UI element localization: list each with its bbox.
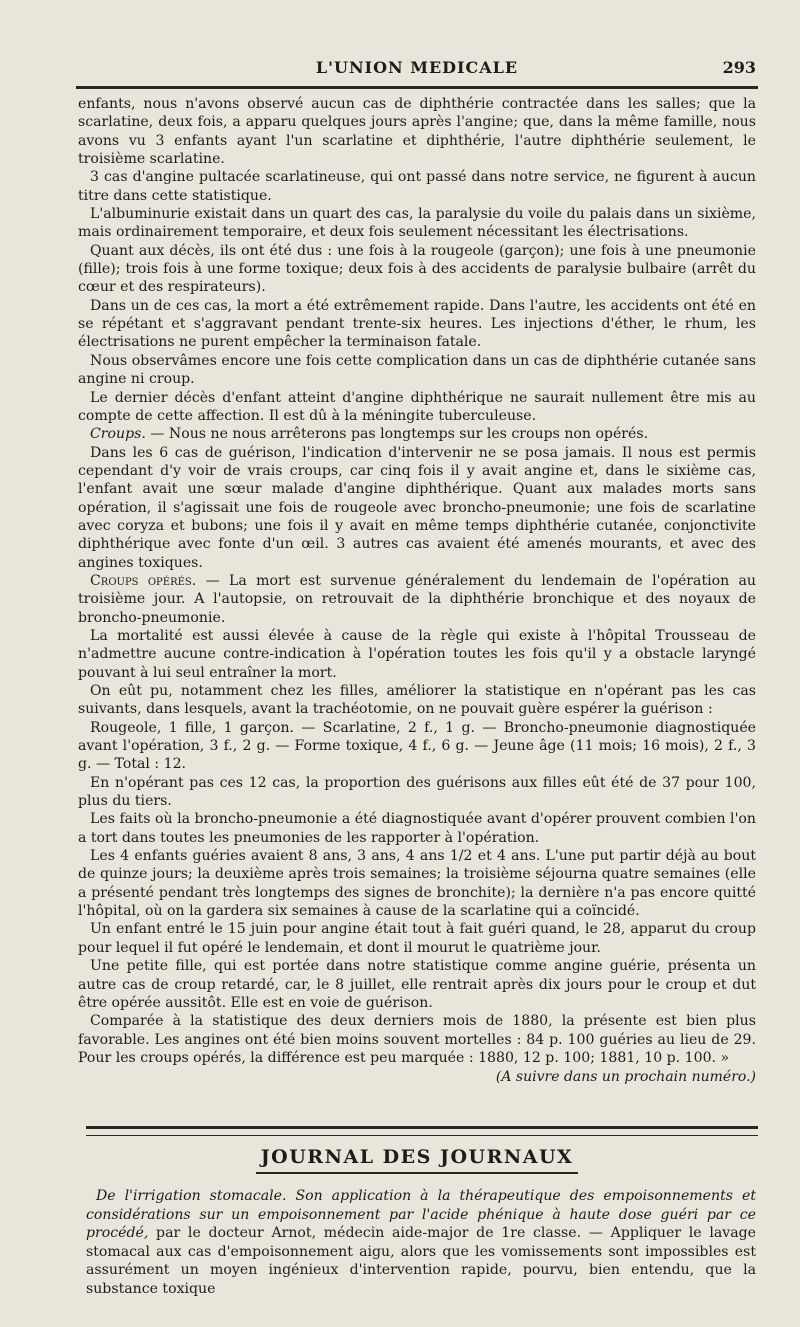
- paragraph: En n'opérant pas ces 12 cas, la proportion des guérisons aux filles eût été de 37 pour 100, plus du tiers.: [78, 774, 756, 810]
- header-rule: [76, 86, 758, 89]
- paragraph: On eût pu, notamment chez les filles, améliorer la statistique en n'opérant pas les cas suivants, dans lesquels, avant la trachéotomie, on ne pouvait guère espérer la guérison :: [78, 683, 756, 718]
- section-title-rule: [256, 1172, 578, 1174]
- paragraph: Une petite fille, qui est portée dans notre statistique comme angine guérie, présenta un autre cas de croup retardé, car, le 8 juillet, elle rentrait après dix jours pour le croup et dut être opérée aussitôt. Elle est en voie de guérison.: [78, 958, 756, 1011]
- paragraph-operes: [78, 572, 756, 627]
- continuation-note: (A suivre dans un prochain numéro.): [495, 1069, 756, 1086]
- paragraph: L'albuminurie existait dans un quart des cas, la paralysie du voile du palais dans un sixième, mais ordinairement temporaire, et deux fois seulement nécessitant les électrisations.: [78, 206, 756, 241]
- section-title: JOURNAL DES JOURNAUX: [260, 1146, 574, 1168]
- paragraph: 3 cas d'angine pultacée scarlatineuse, qui ont passé dans notre service, ne figurent à aucun titre dans cette statistique.: [78, 169, 756, 204]
- body-text: [78, 95, 756, 1087]
- section-double-rule: [86, 1126, 758, 1136]
- article-body: par le docteur Arnot, médecin aide-major de 1re classe. — Appliquer le lavage stomacal aux cas d'empoisonnement aigu, alors que les vomissements sont impossibles est assurément un moyen ingénieux d'intervention rapide, pourvu, bien entendu, que la substance toxique: [86, 1225, 756, 1297]
- running-title: L'UNION MEDICALE: [315, 58, 519, 77]
- page-header: [78, 58, 756, 82]
- paragraph: Les faits où la broncho-pneumonie a été diagnostiquée avant d'opérer prouvent combien l'on a tort dans toutes les pneumonies de les rapporter à l'opération.: [78, 811, 756, 846]
- article-paragraph: [86, 1187, 756, 1298]
- article-text: [86, 1187, 756, 1298]
- paragraph: Dans les 6 cas de guérison, l'indication d'intervenir ne se posa jamais. Il nous est permis cependant d'y voir de vrais croups, car cinq fois il y avait angine et, dans le sixième cas, l'enfant avait une sœur malade d'angine diphthérique. Quant aux malades morts sans opération, il s'agissait une fois de rougeole avec broncho-pneumonie; une fois de scarlatine avec coryza et bubons; une fois il y avait en même temps diphthérie cutanée, conjonctivite diphthérique avec fonte d'un œil. 3 autres cas avaient été amenés mourants, et avec des angines toxiques.: [78, 444, 756, 571]
- paragraph: Un enfant entré le 15 juin pour angine était tout à fait guéri quand, le 28, apparut du croup pour lequel il fut opéré le lendemain, et dont il mourut le quatrième jour.: [78, 921, 756, 956]
- paragraph: Quant aux décès, ils ont été dus : une fois à la rougeole (garçon); une fois à une pneumonie (fille); trois fois à une forme toxique; deux fois à des accidents de paralysie bulbaire (arrêt du cœur et des respirateurs).: [78, 242, 756, 296]
- operes-lead: Croups opérés.: [90, 572, 197, 589]
- paragraph: Le dernier décès d'enfant atteint d'angine diphthérique ne saurait nullement être mis au compte de cette affection. Il est dû à la méningite tuberculeuse.: [78, 389, 756, 424]
- article-title: De l'irrigation stomacale. Son application à la thérapeutique des empoisonnements et considérations sur un empoisonnement par l'acide phénique à haute dose guéri par ce procédé,: [86, 1188, 756, 1241]
- page-number: 293: [722, 58, 756, 77]
- paragraph: enfants, nous n'avons observé aucun cas de diphthérie contractée dans les salles; que la scarlatine, deux fois, a apparu quelques jours après l'angine; que, dans la même famille, nous avons vu 3 enfants ayant l'un scarlatine et diphthérie, l'autre diphthérie seulement, le troisième scarlatine.: [78, 96, 756, 168]
- paragraph: Nous observâmes encore une fois cette complication dans un cas de diphthérie cutanée sans angine ni croup.: [78, 352, 756, 388]
- croups-text: — Nous ne nous arrêterons pas longtemps sur les croups non opérés.: [145, 426, 649, 443]
- croups-lead: Croups.: [90, 426, 146, 443]
- paragraph: Comparée à la statistique des deux derniers mois de 1880, la présente est bien plus favorable. Les angines ont été bien moins souvent mortelles : 84 p. 100 guéries au lieu de 29. Pour les croups opérés, la différence est peu marquée : 1880, 12 p. 100; 1881, 10 p. 100. »: [78, 1013, 756, 1066]
- paragraph: Les 4 enfants guéries avaient 8 ans, 3 ans, 4 ans 1/2 et 4 ans. L'une put partir déjà au bout de quinze jours; la deuxième après trois semaines; la troisième séjourna quatre semaines (elle a présenté pendant très longtemps des signes de bronchite); la dernière n'a pas encore quitté l'hôpital, où on la gardera six semaines à cause de la scarlatine qui a coïncidé.: [78, 848, 756, 920]
- paragraph: Dans un de ces cas, la mort a été extrêmement rapide. Dans l'autre, les accidents ont été en se répétant et s'aggravant pendant trente-six heures. Les injections d'éther, le rhum, les électrisations ne purent empêcher la terminaison fatale.: [78, 297, 756, 351]
- paragraph-croups: [78, 425, 756, 443]
- paragraph: Rougeole, 1 fille, 1 garçon. — Scarlatine, 2 f., 1 g. — Broncho-pneumonie diagnostiquée avant l'opération, 3 f., 2 g. — Forme toxique, 4 f., 6 g. — Jeune âge (11 mois; 16 mois), 2 f., 3 g. — Total : 12.: [78, 719, 756, 773]
- paragraph: La mortalité est aussi élevée à cause de la règle qui existe à l'hôpital Trousseau de n'admettre aucune contre-indication à l'opération toutes les fois qu'il y a obstacle laryngé pouvant à lui seul entraîner la mort.: [78, 627, 756, 681]
- operes-text: — La mort est survenue généralement du lendemain de l'opération au troisième jour. A l'autopsie, on retrouvait de la diphthérie bronchique et des noyaux de broncho-pneumonie.: [78, 572, 756, 626]
